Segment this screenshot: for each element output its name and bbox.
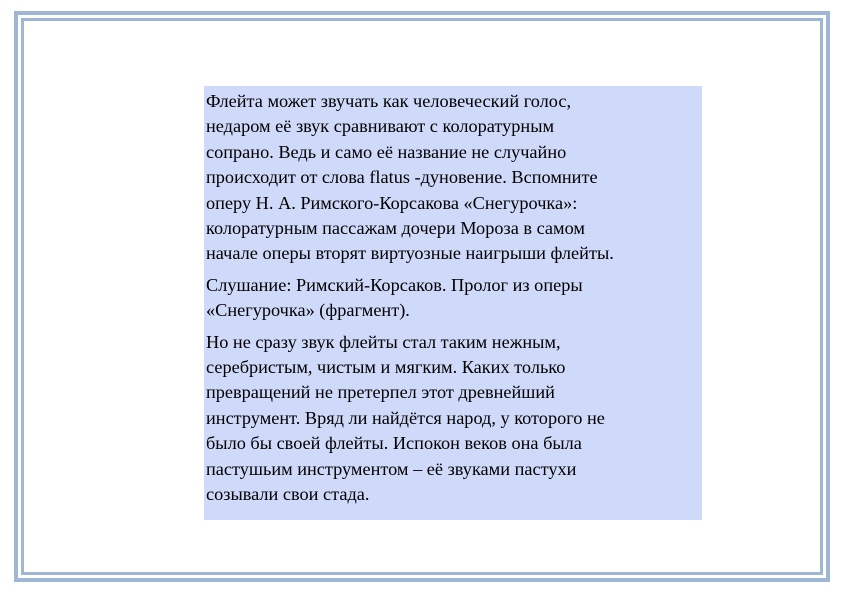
text-line: недаром её звук сравнивают с колоратурным	[206, 116, 555, 137]
text-line: серебристым, чистым и мягким. Каких только	[206, 357, 566, 378]
text-line: начале оперы вторят виртуозные наигрыши флейты.	[206, 243, 614, 264]
text-line: превращений не претерпел этот древнейший	[206, 382, 555, 403]
paragraph-listening	[206, 273, 700, 324]
text-line: сопрано. Ведь и само её название не случайно	[206, 141, 567, 162]
text-line: инструмент. Вряд ли найдётся народ, у которого не	[206, 407, 605, 428]
text-line: Но не сразу звук флейты стал таким нежным,	[206, 331, 561, 352]
text-block	[204, 86, 702, 520]
text-line: «Снегурочка» (фрагмент).	[206, 300, 410, 321]
text-line: оперу Н. А. Римского-Корсакова «Снегурочка»:	[206, 192, 578, 213]
text-line: Слушание: Римский-Корсаков. Пролог из оперы	[206, 274, 583, 295]
text-line: колоратурным пассажам дочери Мороза в самом	[206, 218, 585, 239]
paragraph-flute-history	[206, 330, 700, 508]
paragraph-flute-voice	[206, 89, 700, 267]
text-line: созывали свои стада.	[206, 484, 370, 505]
text-line: происходит от слова flatus -дуновение. Вспомните	[206, 167, 598, 188]
text-line: было бы своей флейты. Испокон веков она была	[206, 433, 582, 454]
text-line: Флейта может звучать как человеческий голос,	[206, 91, 572, 111]
text-line: пастушьим инструментом – её звуками пастухи	[206, 458, 577, 479]
